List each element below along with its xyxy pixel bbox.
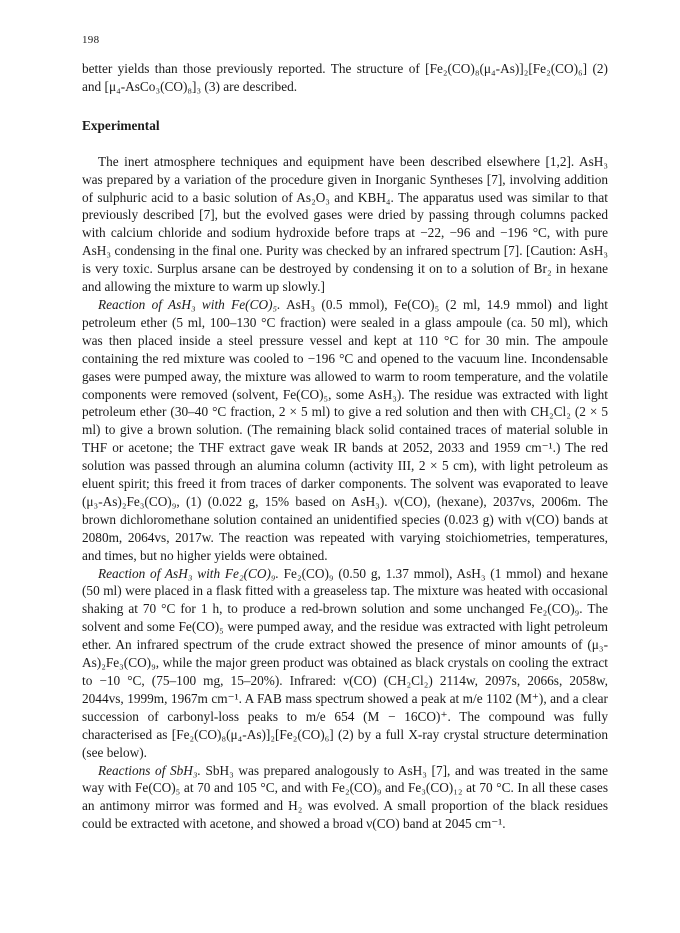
subsection-title: Reaction of AsH₃ with Fe(CO)₅. (98, 296, 281, 312)
page-body (82, 60, 608, 833)
paragraph-text: Fe₂(CO)₉ (0.50 g, 1.37 mmol), AsH₃ (1 mmol) and hexane (50 ml) were placed in a flask fitted with a greaseless tap. The mixture was heated with occasional shaking at 70 °C for 1 h, to produce a red-brown solution and some unchanged Fe₂(CO)₉. The solvent and some Fe(CO)₅ were pumped away, and the residue was extracted with light petroleum ether. An infrared spectrum of the crude extract showed the presence of minor amounts of (μ₃-As)₂Fe₃(CO)₉, while the major green product was obtained as black crystals on cooling the extract to −10 °C, (75–100 mg, 15–20%). Infrared: ν(CO) (CH₂Cl₂) 2114w, 2097s, 2066s, 2058w, 2044vs, 1999m, 1967m cm⁻¹. A FAB mass spectrum showed a peak at m/e 1102 (M⁺), and a clear succession of carbonyl-loss peaks to m/e 654 (M − 16CO)⁺. The compound was fully characterised as [Fe₂(CO)₈(μ₄-As)]₂[Fe₂(CO)₆] (2) by a full X-ray crystal structure determination (see below). (82, 565, 609, 760)
paragraph-general: The inert atmosphere techniques and equipment have been described elsewhere [1,2]. AsH₃ was prepared by a variation of the procedure given in Inorganic Syntheses [7], involving addition of sulphuric acid to a basic solution of As₂O₃ and KBH₄. The apparatus used was similar to that previously described [7], but the evolved gases were dried by passing through columns packed with calcium chloride and sodium hydroxide before traps at −22, −96 and −196 °C, with pure AsH₃ condensing in the final one. Purity was checked by an infrared spectrum [7]. [Caution: AsH₃ is very toxic. Surplus arsane can be destroyed by condensing it on to a solution of Br₂ in hexane and allowing the mixture to warm up slowly.] (82, 153, 608, 295)
paragraph-sbh3 (82, 762, 608, 834)
paragraph-fe2-co-9 (82, 565, 608, 762)
subsection-title: Reactions of SbH₃. (98, 762, 201, 778)
page-number: 198 (82, 34, 100, 46)
paragraph-fe-co-5 (82, 296, 608, 565)
subsection-title: Reaction of AsH₃ with Fe₂(CO)₉. (98, 565, 279, 581)
intro-paragraph: better yields than those previously reported. The structure of [Fe₂(CO)₈(μ₄-As)]₂[Fe₂(CO)₆] (2) and [μ₄-AsCo₃(CO)₈]₃ (3) are described. (82, 61, 608, 94)
section-heading: Experimental (82, 117, 160, 133)
paragraph-text: SbH₃ was prepared analogously to AsH₃ [7], and was treated in the same way with Fe(CO)₅ at 70 and 105 °C, and with Fe₂(CO)₉ and Fe₃(CO)₁₂ at 70 °C. In all these cases an antimony mirror was formed and H₂ was evolved. A small proportion of the black residues could be extracted with acetone, and showed a broad ν(CO) band at 2045 cm⁻¹. (82, 762, 608, 832)
paragraph-text: AsH₃ (0.5 mmol), Fe(CO)₅ (2 ml, 14.9 mmol) and light petroleum ether (5 ml, 100–130 °C fraction) were sealed in a glass ampoule (ca. 50 ml), which was then placed inside a steel pressure vessel and kept at 110 °C for 30 min. The ampoule containing the red mixture was cooled to −196 °C and opened to the vacuum line. Incondensable gases were pumped away, the mixture was allowed to warm to room temperature, and the volatile components were removed (solvent, Fe(CO)₅, some AsH₃). The residue was extracted with light petroleum ether (30–40 °C fraction, 2 × 5 ml) to give a red solution and then with CH₂Cl₂ (2 × 5 ml) to give a brown solution. (The remaining black solid contained traces of material soluble in THF or acetone; the THF extract gave weak IR bands at 2052, 2033 and 1959 cm⁻¹.) The red solution was passed through an alumina column (activity III, 2 × 5 cm), with light petroleum as eluent spirit; this freed it from traces of darker components. The solvent was evaporated to leave (μ₃-As)₂Fe₃(CO)₉, (1) (0.022 g, 15% based on AsH₃). ν(CO), (hexane), 2037vs, 2006m. The brown dichloromethane solution contained an unidentified species (0.023 g) with ν(CO) bands at 2080m, 2064vs, 2017w. The reaction was repeated with varying stoichiometries, temperatures, and times, but no higher yields were obtained. (82, 296, 609, 563)
